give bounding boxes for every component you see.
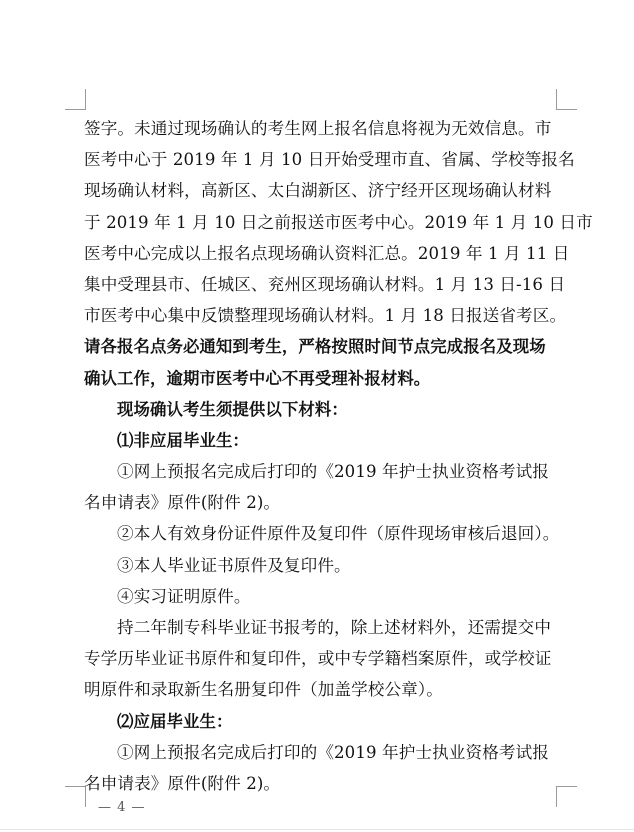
margin-mark-bottom-left [65, 786, 86, 807]
list-item: ①网上预报名完成后打印的《2019 年护士执业资格考试报 [117, 462, 549, 482]
text-line: 市医考中心集中反馈整理现场确认材料。1 月 18 日报送省考区。 [84, 306, 567, 326]
margin-mark-bottom-right [556, 786, 577, 807]
list-item: ①网上预报名完成后打印的《2019 年护士执业资格考试报 [117, 742, 549, 762]
list-item-continuation: 名申请表》原件(附件 2)。 [84, 493, 281, 513]
text-line: 明原件和录取新生名册复印件（加盖学校公章）。 [84, 680, 443, 700]
text-line: 集中受理县市、任城区、兖州区现场确认材料。1 月 13 日-16 日 [84, 274, 566, 294]
list-item-continuation: 名申请表》原件(附件 2)。 [84, 773, 281, 793]
text-line: 现场确认材料，高新区、太白湖新区、济宁经开区现场确认材料 [84, 181, 552, 201]
page-bottom-edge [0, 829, 634, 830]
subsection-heading: ⑴非应届毕业生： [117, 430, 249, 450]
text-line: 医考中心于 2019 年 1 月 10 日开始受理市直、省属、学校等报名 [84, 150, 575, 170]
text-line: 专学历毕业证书原件和复印件，或中专学籍档案原件，或学校证 [84, 649, 552, 669]
paragraph-start: 持二年制专科毕业证书报考的，除上述材料外，还需提交中 [117, 618, 552, 637]
list-item: ②本人有效身份证件原件及复印件（原件现场审核后退回）。 [117, 524, 560, 544]
margin-mark-top-right [556, 89, 577, 110]
bold-notice-line: 确认工作，逾期市医考中心不再受理补报材料。 [84, 368, 431, 388]
list-item: ③本人毕业证书原件及复印件。 [117, 555, 351, 575]
text-line: 于 2019 年 1 月 10 日之前报送市医考中心。2019 年 1 月 10 日市 [84, 212, 593, 232]
document-body [84, 113, 593, 799]
page-number: — 4 — [98, 800, 146, 815]
bold-notice-line: 请各报名点务必通知到考生，严格按照时间节点完成报名及现场 [84, 337, 546, 357]
list-item: ④实习证明原件。 [117, 586, 251, 606]
margin-mark-top-left [65, 89, 86, 110]
text-line: 医考中心完成以上报名点现场确认资料汇总。2019 年 1 月 11 日 [84, 243, 570, 263]
subsection-heading: ⑵应届毕业生： [117, 711, 233, 731]
section-heading: 现场确认考生须提供以下材料： [117, 399, 348, 419]
text-line: 签字。未通过现场确认的考生网上报名信息将视为无效信息。市 [84, 119, 552, 138]
